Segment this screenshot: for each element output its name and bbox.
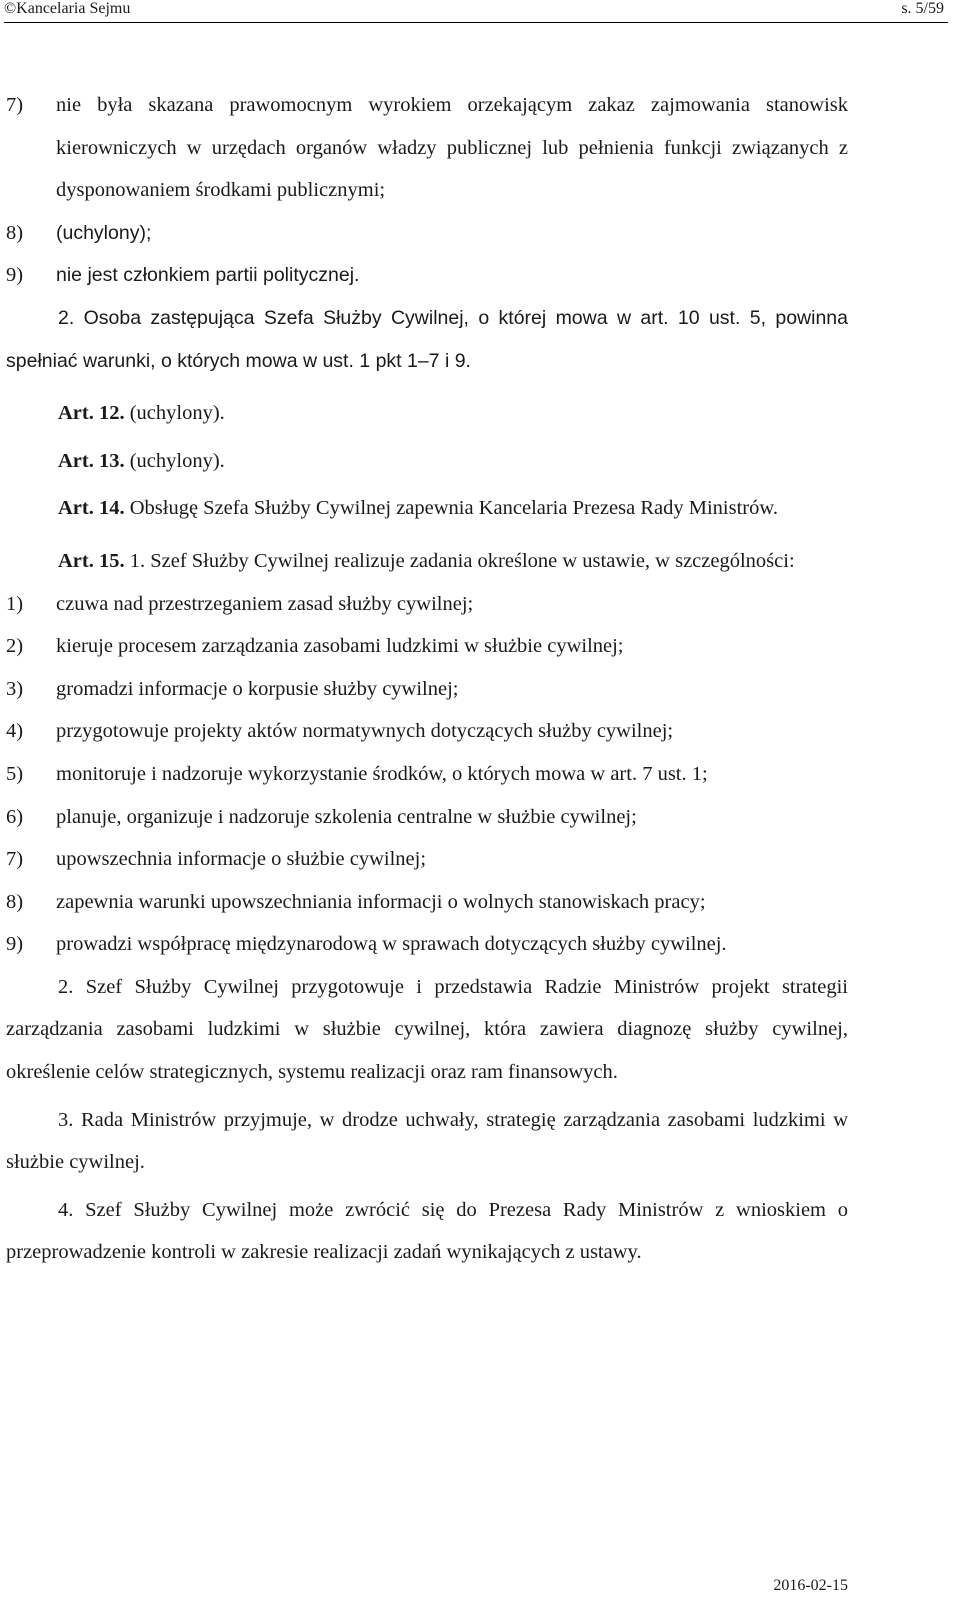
- list-item-number: 9): [6, 933, 24, 956]
- list-item: [6, 923, 848, 966]
- paragraph: 4. Szef Służby Cywilnej może zwrócić się do Prezesa Rady Ministrów z wnioskiem o przeprowadzenie kontroli w zakresie realizacji zadań wynikających z ustawy.: [6, 1198, 848, 1264]
- list-item-text: upowszechnia informacje o służbie cywilnej;: [56, 848, 427, 871]
- article-label: Art. 12.: [58, 402, 125, 425]
- list-item-number: 8): [6, 890, 24, 913]
- article-15: [6, 540, 848, 583]
- list-item: [6, 668, 848, 711]
- list-item-text: nie była skazana prawomocnym wyrokiem orzekającym zakaz zajmowania stanowisk kierowniczych w urzędach organów władzy publicznej lub pełnienia funkcji związanych z dysponowaniem środkami publicznymi;: [56, 94, 848, 202]
- article-14: [6, 487, 848, 530]
- list-item-text: monitoruje i nadzoruje wykorzystanie środków, o których mowa w art. 7 ust. 1;: [56, 762, 708, 785]
- list-item: [6, 881, 848, 924]
- header-page-number: s. 5/59: [901, 0, 944, 17]
- list-item-number: 8): [6, 221, 24, 244]
- list-item-number: 9): [6, 264, 24, 287]
- list-item-text: czuwa nad przestrzeganiem zasad służby cywilnej;: [56, 592, 474, 615]
- list-item-number: 1): [6, 592, 24, 615]
- list-item: [6, 254, 848, 297]
- article-13: [6, 440, 848, 483]
- document-body: [6, 84, 848, 1274]
- paragraph: 2. Szef Służby Cywilnej przygotowuje i przedstawia Radzie Ministrów projekt strategii zarządzania zasobami ludzkimi w służbie cywilnej, która zawiera diagnozę służby cywilnej, określenie celów strategicznych, systemu realizacji oraz ram finansowych.: [6, 975, 848, 1084]
- list-item-text: prowadzi współpracę międzynarodową w sprawach dotyczących służby cywilnej.: [56, 933, 727, 956]
- article-text: Obsługę Szefa Służby Cywilnej zapewnia Kancelaria Prezesa Rady Ministrów.: [124, 497, 778, 520]
- list-item-text: nie jest członkiem partii politycznej.: [56, 264, 360, 287]
- list-item-text: przygotowuje projekty aktów normatywnych dotyczących służby cywilnej;: [56, 720, 674, 743]
- list-item: [6, 796, 848, 839]
- list-item-text: gromadzi informacje o korpusie służby cywilnej;: [56, 677, 459, 700]
- article-text: (uchylony).: [124, 402, 225, 425]
- list-item-number: 6): [6, 805, 24, 828]
- paragraph: 3. Rada Ministrów przyjmuje, w drodze uchwały, strategię zarządzania zasobami ludzkimi w służbie cywilnej.: [6, 1108, 848, 1174]
- list-item: [6, 84, 848, 212]
- list-item-number: 2): [6, 635, 24, 658]
- list-item-text: planuje, organizuje i nadzoruje szkolenia centralne w służbie cywilnej;: [56, 805, 637, 828]
- footer-date: 2016-02-15: [773, 1577, 848, 1594]
- list-item-number: 7): [6, 94, 24, 116]
- list-item: [6, 625, 848, 668]
- list-item: [6, 710, 848, 753]
- list-item-number: 5): [6, 762, 24, 785]
- header-rule: [4, 22, 948, 23]
- article-text: 1. Szef Służby Cywilnej realizuje zadania określone w ustawie, w szczególności:: [124, 549, 795, 572]
- list-item: [6, 212, 848, 255]
- article-12: [6, 392, 848, 435]
- list-item: [6, 838, 848, 881]
- article-label: Art. 13.: [58, 449, 125, 472]
- article-label: Art. 14.: [58, 497, 125, 520]
- page-header: [0, 0, 960, 24]
- list-item: [6, 753, 848, 796]
- article-text: (uchylony).: [124, 449, 225, 472]
- list-item-text: kieruje procesem zarządzania zasobami ludzkimi w służbie cywilnej;: [56, 635, 624, 658]
- article-label: Art. 15.: [58, 549, 125, 572]
- list-item-text: zapewnia warunki upowszechniania informacji o wolnych stanowiskach pracy;: [56, 890, 706, 913]
- header-copyright: ©Kancelaria Sejmu: [4, 0, 131, 17]
- list-item-text: (uchylony);: [56, 221, 152, 244]
- list-item-number: 7): [6, 848, 24, 871]
- list-item-number: 3): [6, 677, 24, 700]
- list-item: [6, 583, 848, 626]
- list-item-number: 4): [6, 720, 24, 743]
- paragraph: 2. Osoba zastępująca Szefa Służby Cywilnej, o której mowa w art. 10 ust. 5, powinna spełniać warunki, o których mowa w ust. 1 pkt 1–7 i 9.: [6, 306, 848, 372]
